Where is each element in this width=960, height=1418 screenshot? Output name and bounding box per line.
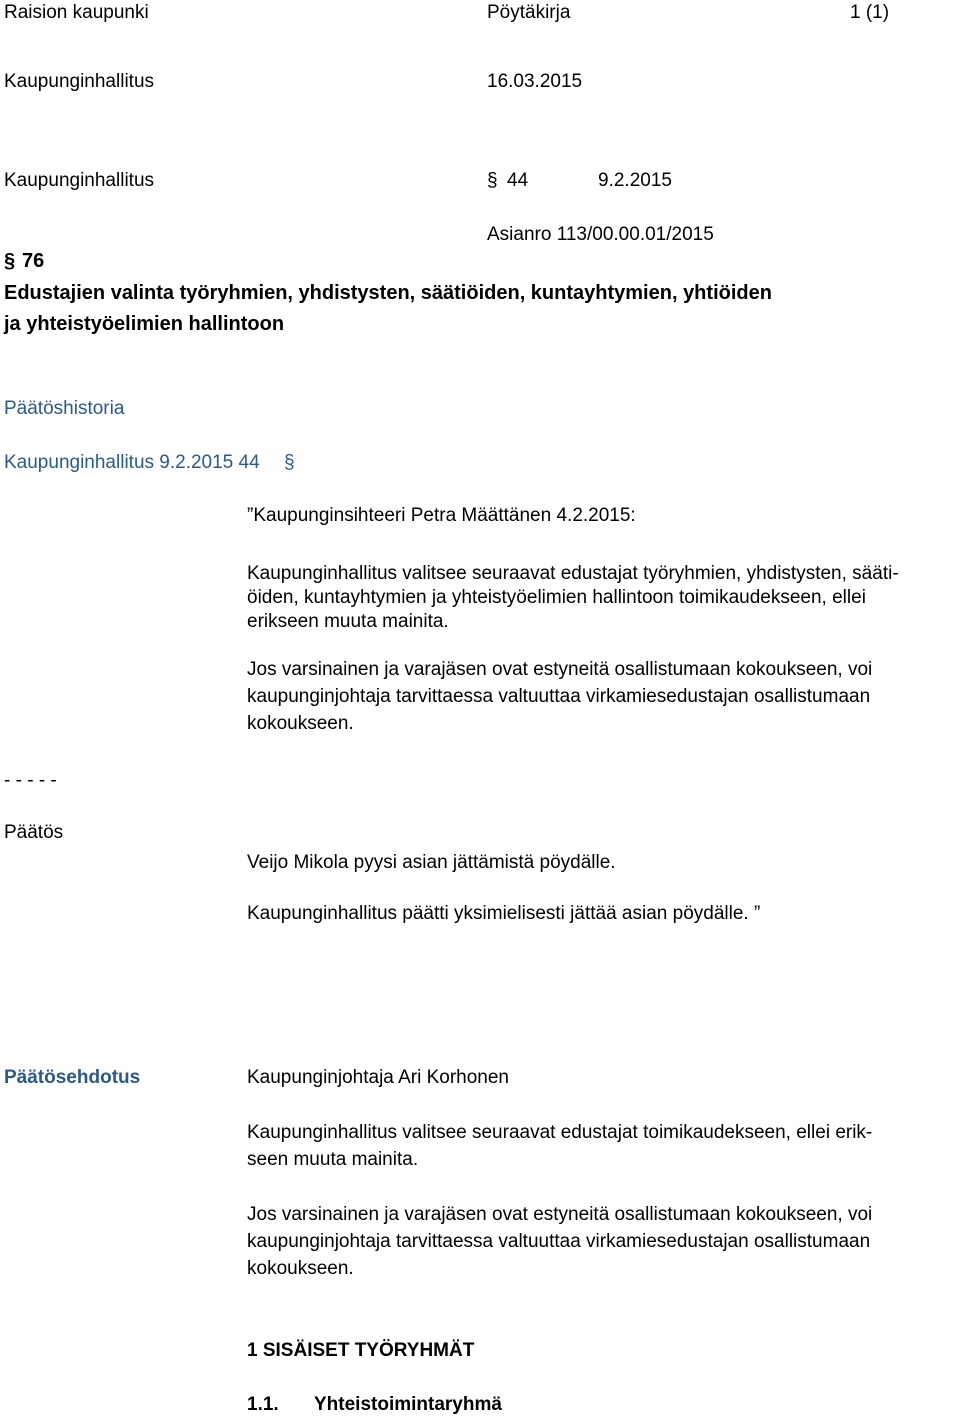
decision-label: Päätös (4, 822, 64, 843)
proposal-proposer: Kaupunginjohtaja Ari Korhonen (247, 1067, 509, 1088)
history-entry-mark: § (284, 452, 295, 473)
history-heading: Päätöshistoria (4, 398, 125, 419)
page-number: 1 (1) (850, 2, 890, 23)
subheading: 1 SISÄISET TYÖRYHMÄT (247, 1340, 475, 1361)
separator: - - - - - (4, 770, 57, 791)
proposal-label: Päätösehdotus (4, 1067, 141, 1088)
section-title-line: Edustajien valinta työryhmien, yhdistysten, säätiöiden, kuntayhtymien, yhtiöiden (4, 282, 772, 304)
paragraph-line: Jos varsinainen ja varajäsen ovat estyneitä osallistumaan kokoukseen, voi (247, 659, 873, 680)
case-number: Asianro 113/00.00.01/2015 (487, 224, 714, 245)
subheading-number: 1.1. (247, 1394, 279, 1415)
paragraph-line: kokoukseen. (247, 1258, 354, 1279)
paragraph-line: kaupunginjohtaja tarvittaessa valtuuttaa virkamiesedustajan osallistumaan (247, 686, 871, 707)
history-proposer: ”Kaupunginsihteeri Petra Määttänen 4.2.2015: (247, 505, 636, 526)
paragraph-line: Jos varsinainen ja varajäsen ovat estyneitä osallistumaan kokoukseen, voi (247, 1204, 873, 1225)
decision-text: Kaupunginhallitus päätti yksimielisesti jättää asian pöydälle. ” (247, 903, 761, 924)
header-body: Kaupunginhallitus (4, 71, 155, 92)
meeting-date: 9.2.2015 (598, 170, 672, 191)
organization-name: Raision kaupunki (4, 2, 149, 23)
header-date: 16.03.2015 (487, 71, 583, 92)
section-mark: § (487, 170, 498, 191)
paragraph-line: kaupunginjohtaja tarvittaessa valtuuttaa virkamiesedustajan osallistumaan (247, 1231, 871, 1252)
paragraph-line: seen muuta mainita. (247, 1149, 419, 1170)
paragraph-line: erikseen muuta mainita. (247, 611, 449, 632)
history-entry: Kaupunginhallitus 9.2.2015 44 (4, 452, 260, 473)
paragraph-line: öiden, kuntayhtymien ja yhteistyöelimien hallintoon toimikaudekseen, ellei (247, 587, 866, 608)
paragraph-line: Kaupunginhallitus valitsee seuraavat edustajat toimikaudekseen, ellei erik- (247, 1122, 873, 1143)
document-type: Pöytäkirja (487, 2, 571, 23)
section-mark: § (4, 250, 16, 272)
section-title-line: ja yhteistyöelimien hallintoon (4, 313, 285, 335)
paragraph-line: kokoukseen. (247, 713, 354, 734)
paragraph-line: Kaupunginhallitus valitsee seuraavat edustajat työryhmien, yhdistysten, sääti- (247, 563, 899, 584)
meeting-number: 44 (507, 170, 529, 191)
meeting-body: Kaupunginhallitus (4, 170, 155, 191)
subheading-title: Yhteistoimintaryhmä (314, 1394, 502, 1415)
decision-text: Veijo Mikola pyysi asian jättämistä pöydälle. (247, 852, 616, 873)
section-number: 76 (22, 250, 45, 272)
